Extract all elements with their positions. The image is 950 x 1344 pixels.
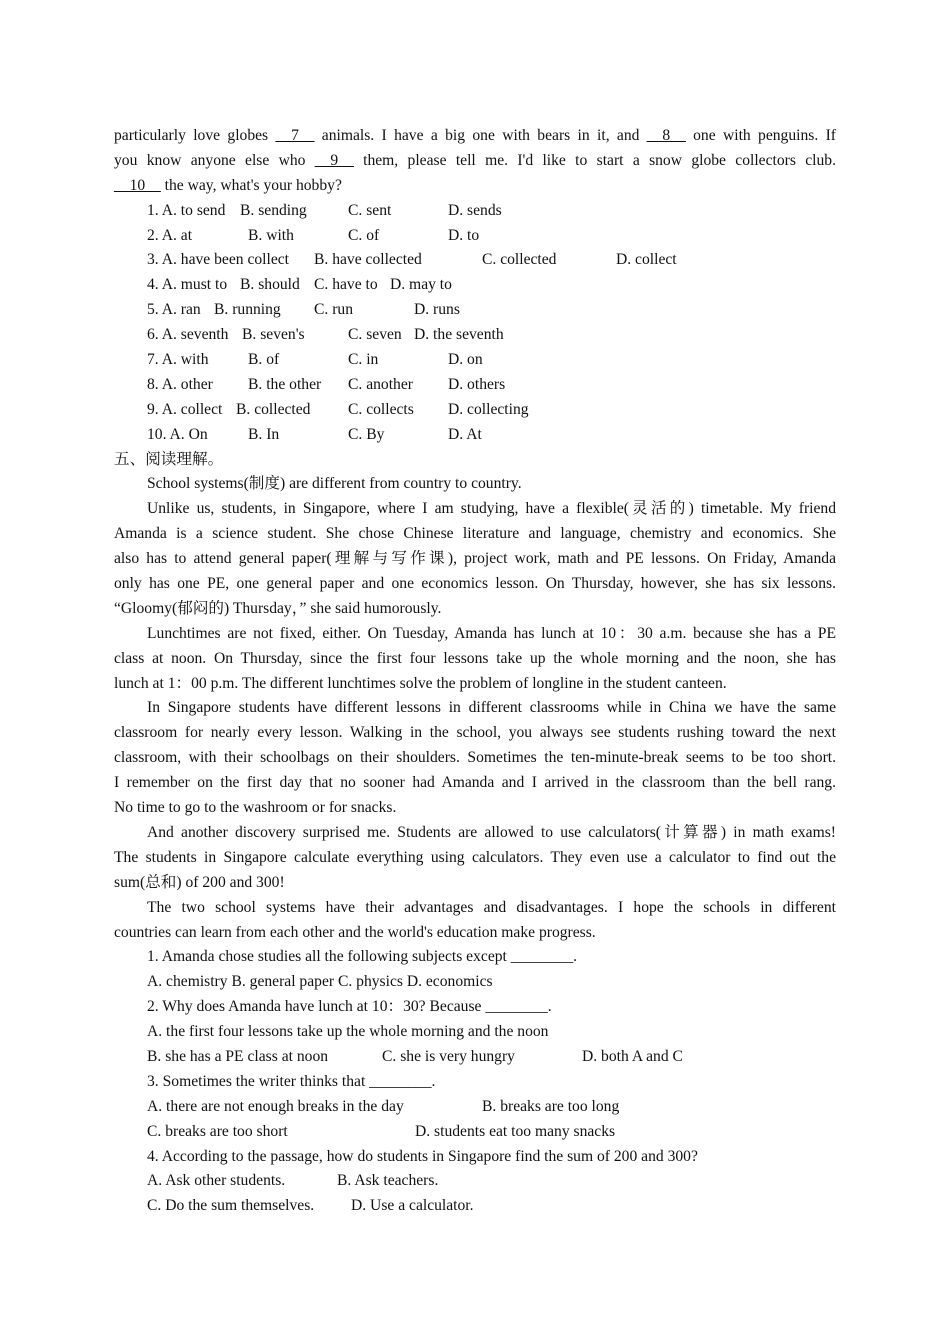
passage-line: countries can learn from each other and the world's education make progress. [114, 923, 596, 941]
option-row: 2. A. at B. with C. of D. to [147, 226, 480, 244]
passage-line: The students in Singapore calculate everything using calculators. They even use a calculator to find out the [114, 848, 836, 866]
option-row: 3. A. have been collect B. have collected C. collected D. collect [147, 251, 677, 269]
passage-line: Amanda is a science student. She chose Chinese literature and language, chemistry and economics. She [114, 525, 836, 543]
option-row: 10. A. On B. In C. By D. At [147, 425, 482, 443]
question-4-options: A. Ask other students. B. Ask teachers. [147, 1172, 439, 1190]
question-2-option-a: A. the first four lessons take up the whole morning and the noon [147, 1023, 549, 1041]
passage-line: No time to go to the washroom or for snacks. [114, 799, 397, 817]
option-row: 8. A. other B. the other C. another D. others [147, 375, 506, 393]
question-2-options: B. she has a PE class at noon C. she is very hungry D. both A and C [147, 1047, 683, 1065]
option-row: 7. A. with B. of C. in D. on [147, 351, 483, 369]
passage-line: School systems(制度) are different from country to country. [147, 475, 522, 493]
passage-line: Unlike us, students, in Singapore, where I am studying, have a flexible(灵活的) timetable. My friend [147, 500, 836, 518]
passage-line: also has to attend general paper(理解与写作课), project work, math and PE lessons. On Friday, Amanda [114, 550, 836, 568]
option-row: 1. A. to send B. sending C. sent D. sends [147, 201, 502, 219]
option-row: 9. A. collect B. collected C. collects D. collecting [147, 400, 529, 418]
blank-10: __10__ [114, 176, 161, 194]
document-page [114, 124, 836, 1219]
option-row: 6. A. seventh B. seven's C. seven D. the seventh [147, 326, 504, 344]
passage-line: class at noon. On Thursday, since the first four lessons take up the whole morning and the noon, she has [114, 649, 836, 667]
question-3-options: C. breaks are too short D. students eat too many snacks [147, 1122, 616, 1140]
passage-line: I remember on the first day that no sooner had Amanda and I arrived in the classroom than the bell rang. [114, 774, 836, 792]
question-4-options: C. Do the sum themselves. D. Use a calculator. [147, 1197, 474, 1215]
passage-line: only has one PE, one general paper and one economics lesson. On Thursday, however, she has six lessons. [114, 575, 836, 593]
question-1: 1. Amanda chose studies all the following subjects except ________. [147, 948, 578, 966]
question-3-options: A. there are not enough breaks in the day B. breaks are too long [147, 1097, 620, 1115]
passage-line: The two school systems have their advantages and disadvantages. I hope the schools in different [147, 898, 836, 916]
passage-line: Lunchtimes are not fixed, either. On Tuesday, Amanda has lunch at 10：30 a.m. because she has a PE [147, 624, 836, 642]
passage-line: sum(总和) of 200 and 300! [114, 873, 285, 891]
cloze-line: you know anyone else who __9__ them, please tell me. I'd like to start a snow globe collectors club. [114, 151, 836, 169]
blank-8: __8__ [646, 127, 686, 144]
blank-9: __9__ [314, 151, 354, 169]
blank-7: __7__ [275, 127, 315, 144]
passage-line: In Singapore students have different lessons in different classrooms while in China we have the same [147, 699, 836, 717]
cloze-line: __10__ the way, what's your hobby? [114, 176, 342, 194]
passage-line: “Gloomy(郁闷的) Thursday，” she said humorously. [114, 599, 442, 617]
option-row: 4. A. must to B. should C. have to D. may to [147, 276, 452, 294]
passage-line: classroom for nearly every lesson. Walking in the school, you always see students rushing toward the next [114, 724, 836, 742]
passage-line: And another discovery surprised me. Students are allowed to use calculators(计算器) in math exams! [147, 823, 836, 841]
passage-line: lunch at 1：00 p.m. The different lunchtimes solve the problem of longline in the student canteen. [114, 674, 727, 692]
question-4: 4. According to the passage, how do students in Singapore find the sum of 200 and 300? [147, 1147, 698, 1165]
cloze-line: particularly love globes __7__ animals. I have a big one with bears in it, and __8__ one with penguins. If [114, 127, 836, 144]
passage-line: classroom, with their schoolbags on their shoulders. Sometimes the ten-minute-break seems to be too short. [114, 749, 836, 767]
option-row: 5. A. ran B. running C. run D. runs [147, 301, 460, 319]
question-2: 2. Why does Amanda have lunch at 10：30? Because ________. [147, 998, 552, 1016]
question-3: 3. Sometimes the writer thinks that ________. [147, 1072, 436, 1090]
section-title: 五、阅读理解。 [114, 450, 224, 468]
question-1-options: A. chemistry B. general paper C. physics D. economics [147, 973, 493, 991]
